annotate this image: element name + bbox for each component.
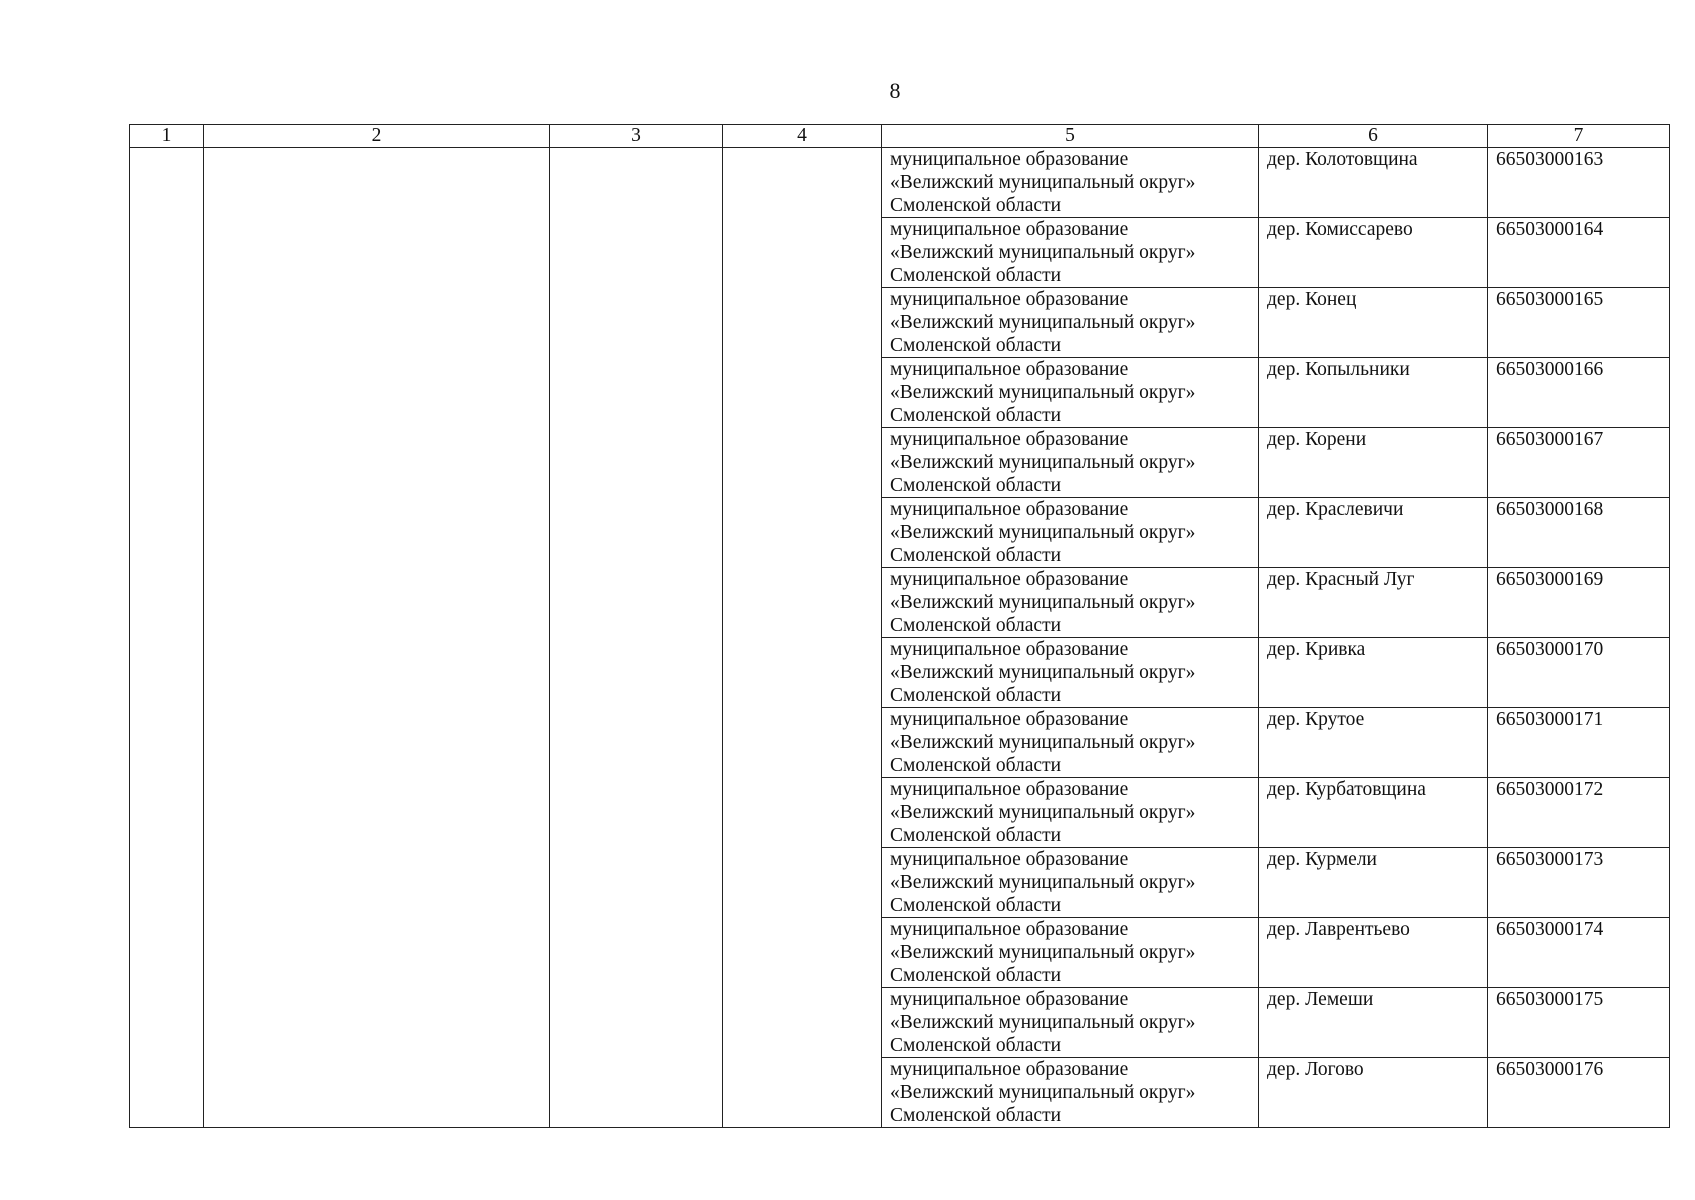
municipal-formation-text: «Велижский муниципальный округ» [890,872,1196,893]
municipal-formation-text: муниципальное образование [890,149,1129,170]
oktmo-code-cell: 66503000176 [1488,1058,1670,1128]
settlement-cell: дер. Лемеши [1259,988,1488,1058]
settlement-cell: дер. Логово [1259,1058,1488,1128]
municipal-formation-text: «Велижский муниципальный округ» [890,592,1196,613]
column-header: 1 [130,125,204,148]
settlement-cell: дер. Колотовщина [1259,148,1488,218]
settlement-cell: дер. Краслевичи [1259,498,1488,568]
page-number: 8 [889,78,901,103]
municipal-formation-text: Смоленской области [890,895,1062,916]
oktmo-code-cell: 66503000164 [1488,218,1670,288]
settlement-cell: дер. Кривка [1259,638,1488,708]
settlement-cell: дер. Корени [1259,428,1488,498]
municipal-formation-text: «Велижский муниципальный округ» [890,802,1196,823]
municipal-formation-text: Смоленской области [890,265,1062,286]
municipal-formation-text: «Велижский муниципальный округ» [890,1012,1196,1033]
municipal-formation-text: Смоленской области [890,685,1062,706]
settlement-cell: дер. Копыльники [1259,358,1488,428]
municipal-formation-text: муниципальное образование [890,359,1129,380]
municipal-formation-text: «Велижский муниципальный округ» [890,452,1196,473]
column-header: 6 [1259,125,1488,148]
municipal-formation-text: муниципальное образование [890,639,1129,660]
settlement-cell: дер. Курбатовщина [1259,778,1488,848]
table-body [130,148,1670,1128]
municipal-formation-cell [882,778,1259,848]
municipal-formation-text: муниципальное образование [890,849,1129,870]
column-header: 3 [550,125,723,148]
oktmo-code-cell: 66503000173 [1488,848,1670,918]
oktmo-code-cell: 66503000165 [1488,288,1670,358]
municipal-formation-text: Смоленской области [890,755,1062,776]
oktmo-code-cell: 66503000171 [1488,708,1670,778]
municipal-formation-text: муниципальное образование [890,289,1129,310]
settlement-cell: дер. Комиссарево [1259,218,1488,288]
municipal-formation-cell [882,848,1259,918]
oktmo-code-cell: 66503000172 [1488,778,1670,848]
column-header: 7 [1488,125,1670,148]
municipal-formation-text: муниципальное образование [890,499,1129,520]
oktmo-code-cell: 66503000175 [1488,988,1670,1058]
oktmo-code-cell: 66503000170 [1488,638,1670,708]
municipal-formation-cell [882,1058,1259,1128]
municipal-formation-text: «Велижский муниципальный округ» [890,522,1196,543]
municipal-formation-text: Смоленской области [890,405,1062,426]
settlement-cell: дер. Крутое [1259,708,1488,778]
municipal-formation-text: муниципальное образование [890,429,1129,450]
oktmo-code-cell: 66503000168 [1488,498,1670,568]
oktmo-code-cell: 66503000166 [1488,358,1670,428]
municipal-formation-cell [882,498,1259,568]
column-header: 2 [204,125,550,148]
municipal-formation-cell [882,568,1259,638]
municipal-formation-cell [882,918,1259,988]
registry-table [129,124,1670,1128]
municipal-formation-cell [882,428,1259,498]
municipal-formation-text: «Велижский муниципальный округ» [890,382,1196,403]
column-number-row [130,125,1670,148]
municipal-formation-text: «Велижский муниципальный округ» [890,732,1196,753]
municipal-formation-text: Смоленской области [890,965,1062,986]
municipal-formation-text: муниципальное образование [890,569,1129,590]
municipal-formation-cell [882,148,1259,218]
settlement-cell: дер. Красный Луг [1259,568,1488,638]
municipal-formation-text: муниципальное образование [890,1059,1129,1080]
municipal-formation-text: «Велижский муниципальный округ» [890,312,1196,333]
municipal-formation-text: муниципальное образование [890,919,1129,940]
municipal-formation-text: Смоленской области [890,195,1062,216]
municipal-formation-cell [882,218,1259,288]
municipal-formation-text: «Велижский муниципальный округ» [890,662,1196,683]
table-row [130,148,1670,218]
settlement-cell: дер. Конец [1259,288,1488,358]
municipal-formation-text: муниципальное образование [890,709,1129,730]
municipal-formation-text: Смоленской области [890,615,1062,636]
empty-merged-cell [130,148,204,1128]
column-header: 5 [882,125,1259,148]
municipal-formation-text: «Велижский муниципальный округ» [890,1082,1196,1103]
municipal-formation-text: муниципальное образование [890,779,1129,800]
oktmo-code-cell: 66503000169 [1488,568,1670,638]
municipal-formation-cell [882,288,1259,358]
empty-merged-cell [204,148,550,1128]
municipal-formation-text: Смоленской области [890,1105,1062,1126]
municipal-formation-cell [882,708,1259,778]
empty-merged-cell [550,148,723,1128]
municipal-formation-text: «Велижский муниципальный округ» [890,172,1196,193]
municipal-formation-text: муниципальное образование [890,989,1129,1010]
municipal-formation-text: «Велижский муниципальный округ» [890,942,1196,963]
municipal-formation-cell [882,358,1259,428]
column-header: 4 [723,125,882,148]
oktmo-code-cell: 66503000167 [1488,428,1670,498]
municipal-formation-text: муниципальное образование [890,219,1129,240]
municipal-formation-cell [882,638,1259,708]
municipal-formation-text: Смоленской области [890,475,1062,496]
municipal-formation-text: Смоленской области [890,1035,1062,1056]
empty-merged-cell [723,148,882,1128]
municipal-formation-text: Смоленской области [890,825,1062,846]
oktmo-code-cell: 66503000163 [1488,148,1670,218]
municipal-formation-cell [882,988,1259,1058]
settlement-cell: дер. Лаврентьево [1259,918,1488,988]
municipal-formation-text: Смоленской области [890,545,1062,566]
settlement-cell: дер. Курмели [1259,848,1488,918]
oktmo-code-cell: 66503000174 [1488,918,1670,988]
municipal-formation-text: Смоленской области [890,335,1062,356]
municipal-formation-text: «Велижский муниципальный округ» [890,242,1196,263]
